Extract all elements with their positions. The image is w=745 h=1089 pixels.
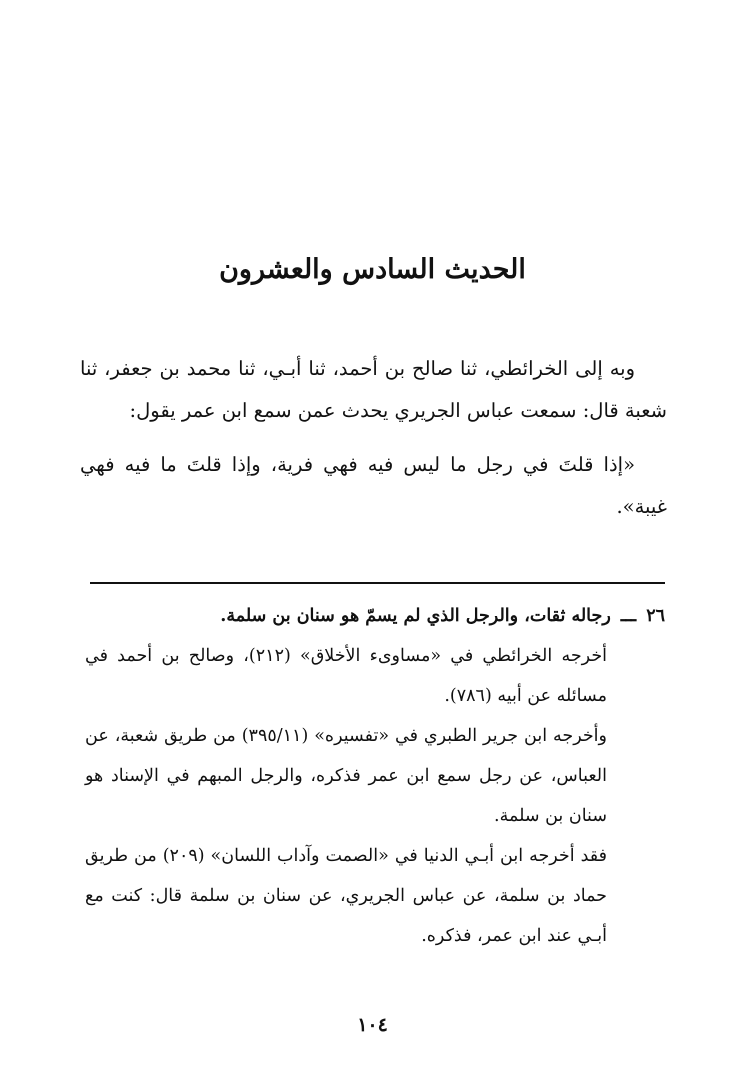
chain-of-narration: وبه إلى الخرائطي، ثنا صالح بن أحمد، ثنا أبـي، ثنا محمد بن جعفر، ثنا شعبة قال: سمعت عباس الجريري يحدث عمن سمع ابن عمر يقول: <box>80 357 667 422</box>
footnote-separator <box>90 582 665 584</box>
hadith-text: «إذا قلتَ في رجل ما ليس فيه فهي فرية، وإذا قلتَ ما فيه فهي غيبة». <box>80 453 667 518</box>
page-number: ١٠٤ <box>357 1014 388 1036</box>
hadith-title: الحديث السادس والعشرون <box>219 254 526 285</box>
footnote-heading-text: رجاله ثقات، والرجل الذي لم يسمّ هو سنان بن سلمة. <box>220 606 611 626</box>
footnote-number: ٢٦ <box>646 606 665 626</box>
footnote-paragraph: أخرجه الخرائطي في «مساوىء الأخلاق» (٢١٢)، وصالح بن أحمد في مسائله عن أبيه (٧٨٦). <box>85 646 607 706</box>
footnote-paragraph: وأخرجه ابن جرير الطبري في «تفسيره» (٣٩٥/١١) من طريق شعبة، عن العباس، عن رجل سمع ابن عمر فذكره، والرجل المبهم في الإسناد هو سنان بن سلمة. <box>85 726 607 826</box>
footnote-dash: ـــ <box>620 606 637 626</box>
footnotes <box>85 596 665 956</box>
footnote-heading <box>85 596 665 636</box>
main-text <box>80 348 667 528</box>
footnote-paragraph: فقد أخرجه ابن أبـي الدنيا في «الصمت وآداب اللسان» (٢٠٩) من طريق حماد بن سلمة، عن عباس الجريري، عن سنان بن سلمة قال: كنت مع أبـي عند ابن عمر، فذكره. <box>85 846 607 946</box>
